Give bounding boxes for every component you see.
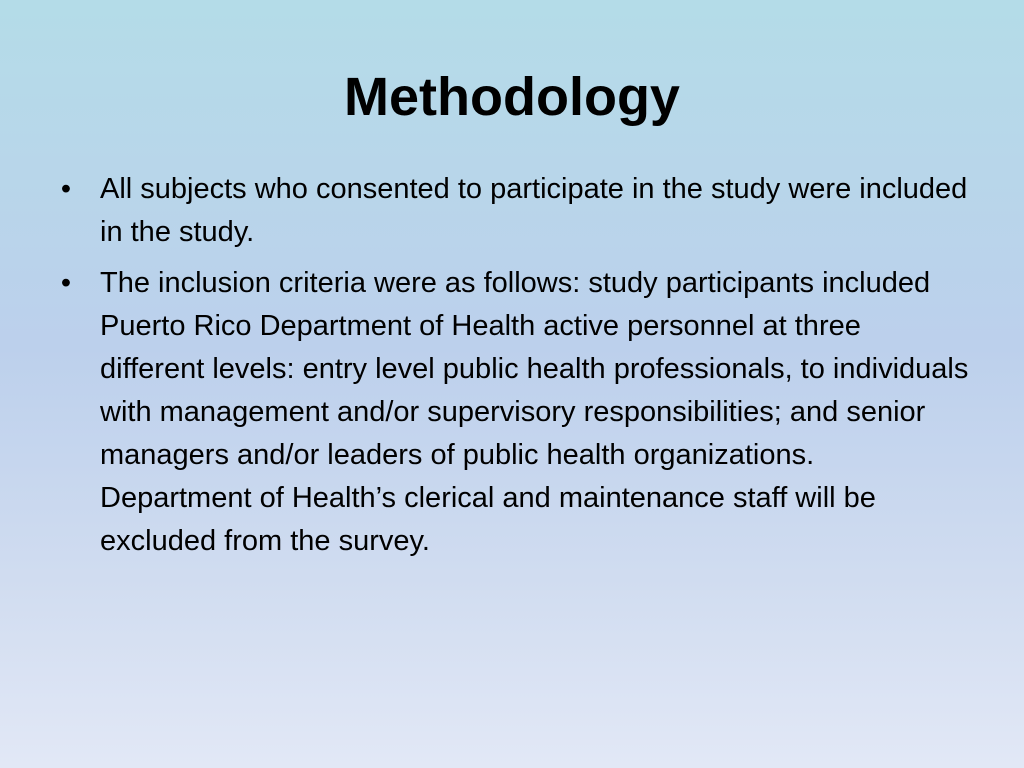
bullet-icon: • <box>60 267 72 299</box>
slide-title: Methodology <box>344 67 680 127</box>
bullet-item <box>60 168 972 254</box>
bullet-icon: • <box>60 173 72 205</box>
bullet-text: The inclusion criteria were as follows: study participants included Puerto Rico Department of Health active personnel at three different levels: entry level public health professionals, to individuals with management and/or supervisory responsibilities; and senior managers and/or leaders of public health organizations. Department of Health’s clerical and maintenance staff will be excluded from the survey. <box>100 267 969 557</box>
bullet-text: All subjects who consented to participate in the study were included in the study. <box>100 173 968 248</box>
bullet-list <box>60 168 972 571</box>
bullet-item <box>60 262 972 563</box>
